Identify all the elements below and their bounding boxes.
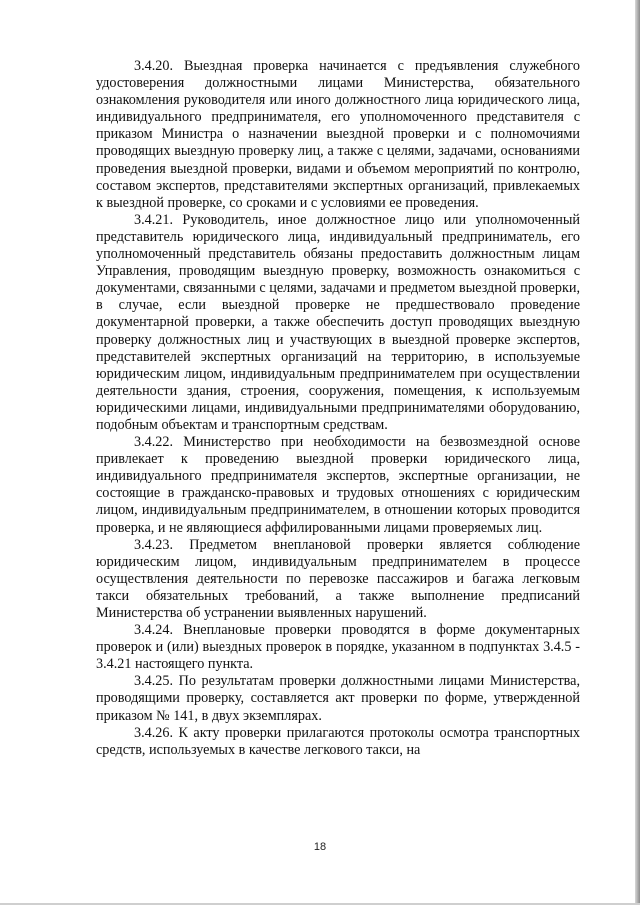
paragraph-3-4-21: 3.4.21. Руководитель, иное должностное лицо или уполномоченный представитель юридического лица, индивидуальный предприниматель, его уполномоченный представитель обязаны предоставить должностным лицам Управления, проводящим выездную проверку, возможность ознакомиться с документами, связанными с целями, задачами и предметом выездной проверки, в случае, если выездной проверке не предшествовало проведение документарной проверки, а также обеспечить доступ проводящих выездную проверку должностных лиц и участвующих в выездной проверке экспертов, представителей экспертных организаций на территорию, в используемые юридическим лицом, индивидуальным предпринимателем при осуществлении деятельности здания, строения, сооружения, помещения, к используемым юридическими лицами, индивидуальными предпринимателями оборудованию, подобным объектам и транспортным средствам. — [96, 211, 580, 433]
paragraph-3-4-23: 3.4.23. Предметом внеплановой проверки является соблюдение юридическим лицом, индивидуальным предпринимателем в процессе осуществления деятельности по перевозке пассажиров и багажа легковым такси обязательных требований, а также выполнение предписаний Министерства об устранении выявленных нарушений. — [96, 536, 580, 621]
paragraph-3-4-22: 3.4.22. Министерство при необходимости на безвозмездной основе привлекает к проведению выездной проверки юридического лица, индивидуального предпринимателя экспертов, экспертные организации, не состоящие в гражданско-правовых и трудовых отношениях с юридическим лицом, индивидуальным предпринимателем, в отношении которых проводится проверка, и не являющиеся аффилированными лицами проверяемых лиц. — [96, 434, 580, 536]
paragraph-3-4-26: 3.4.26. К акту проверки прилагаются протоколы осмотра транспортных средств, используемых в качестве легкового такси, на — [96, 724, 580, 758]
paragraph-3-4-20: 3.4.20. Выездная проверка начинается с предъявления служебного удостоверения должностными лицами Министерства, обязательного ознакомления руководителя или иного должностного лица юридического лица, индивидуального предпринимателя, его уполномоченного представителя с приказом Министра о назначении выездной проверки и с полномочиями проводящих выездную проверку лиц, а также с целями, задачами, основаниями проведения выездной проверки, видами и объемом мероприятий по контролю, составом экспертов, представителями экспертных организаций, привлекаемых к выездной проверке, со сроками и с условиями ее проведения. — [96, 58, 580, 211]
page-number: 18 — [313, 841, 327, 853]
scan-edge-shadow — [635, 0, 640, 905]
paragraph-3-4-24: 3.4.24. Внеплановые проверки проводятся в форме документарных проверок и (или) выездных проверок в порядке, указанном в подпунктах 3.4.5 - 3.4.21 настоящего пункта. — [96, 622, 580, 673]
document-body — [96, 58, 580, 759]
paragraph-3-4-25: 3.4.25. По результатам проверки должностными лицами Министерства, проводящими проверку, составляется акт проверки по форме, утвержденной приказом № 141, в двух экземплярах. — [96, 673, 580, 724]
